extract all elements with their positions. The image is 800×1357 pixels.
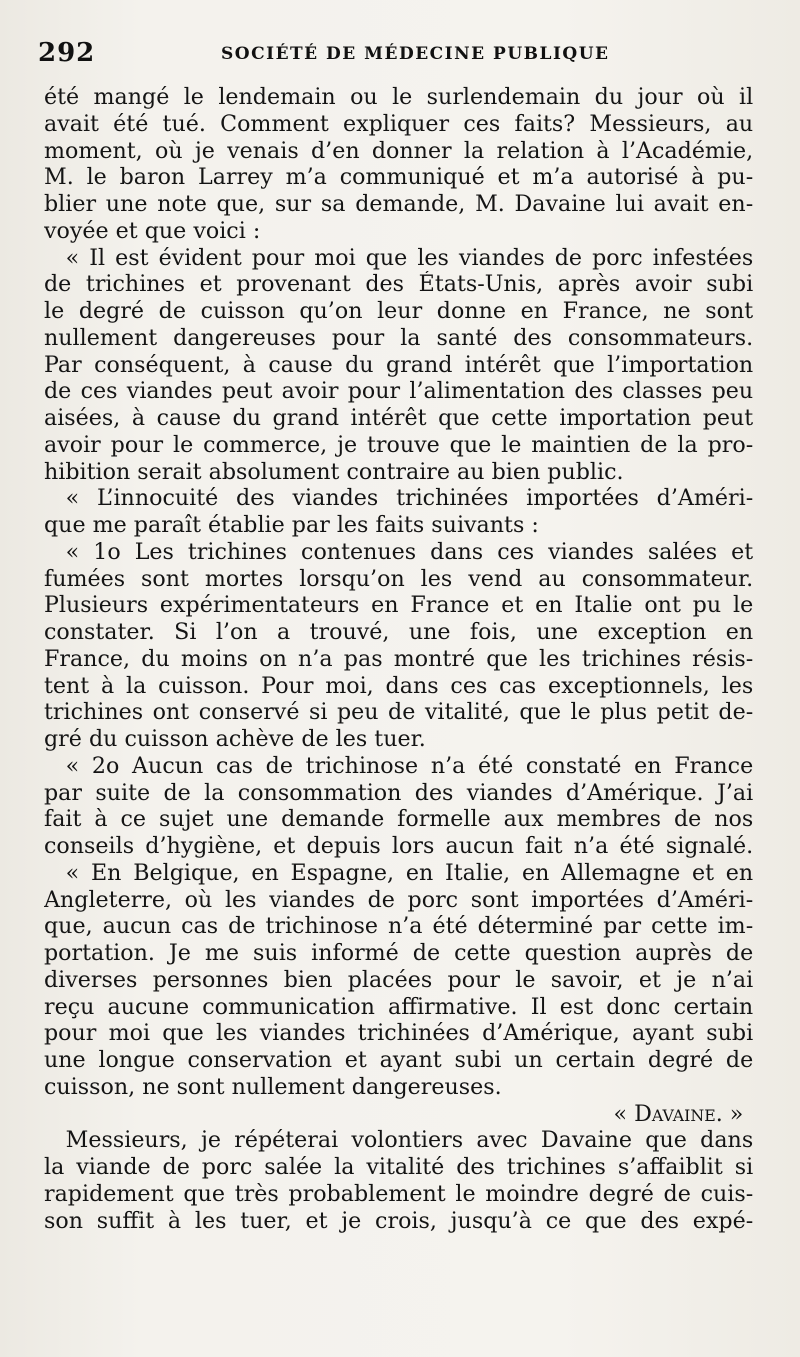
text-line: que me paraît établie par les faits suivants : (44, 512, 539, 538)
text-line: que, aucun cas de trichinose n’a été déterminé par cette im- (44, 913, 754, 940)
signature-line: « Davaine. » (613, 1100, 744, 1127)
text-line: constater. Si l’on a trouvé, une fois, une exception en (44, 619, 754, 645)
text-line: Par conséquent, à cause du grand intérêt que l’importation (44, 351, 754, 378)
text-line: avait été tué. Comment expliquer ces faits? Messieurs, au (44, 110, 754, 137)
text-line: « En Belgique, en Espagne, en Italie, en Allemagne et en (65, 859, 754, 886)
text-line: fumées sont mortes lorsqu’on les vend au consommateur. (44, 565, 754, 592)
page-number: 292 (38, 38, 96, 68)
text-line: la viande de porc salée la vitalité des trichines s’affaiblit si (44, 1154, 754, 1180)
text-line: de ces viandes peut avoir pour l’alimentation des classes peu (44, 378, 754, 405)
text-line: hibition serait absolument contraire au bien public. (44, 458, 624, 485)
running-head (38, 38, 762, 70)
text-line: diverses personnes bien placées pour le savoir, et je n’ai (44, 966, 754, 993)
text-line: « Il est évident pour moi que les viandes de porc infestées (65, 244, 754, 271)
text-line: France, du moins on n’a pas montré que les trichines résis- (44, 645, 754, 672)
text-line: cuisson, ne sont nullement dangereuses. (44, 1073, 502, 1100)
text-line: gré du cuisson achève de les tuer. (44, 726, 426, 752)
text-line: trichines ont conservé si peu de vitalité, que le plus petit de- (44, 699, 754, 726)
text-line: son suffit à les tuer, et je crois, jusqu’à ce que des expé- (44, 1207, 754, 1234)
text-line: « L’innocuité des viandes trichinées importées d’Améri- (65, 485, 754, 512)
text-line: reçu aucune communication affirmative. Il est donc certain (44, 993, 754, 1020)
text-line: « 2o Aucun cas de trichinose n’a été constaté en France (65, 752, 754, 779)
text-line: une longue conservation et ayant subi un certain degré de (44, 1047, 754, 1073)
text-line: portation. Je me suis informé de cette question auprès de (44, 940, 754, 966)
text-line: M. le baron Larrey m’a communiqué et m’a autorisé à pu- (44, 164, 754, 191)
text-line: aisées, à cause du grand intérêt que cette importation peut (44, 405, 754, 431)
running-title: SOCIÉTÉ DE MÉDECINE PUBLIQUE (221, 44, 610, 64)
text-line: nullement dangereuses pour la santé des consommateurs. (44, 324, 754, 351)
text-line: fait à ce sujet une demande formelle aux membres de nos (44, 806, 754, 833)
text-line: Angleterre, où les viandes de porc sont importées d’Améri- (44, 886, 754, 913)
text-line: avoir pour le commerce, je trouve que le maintien de la pro- (44, 431, 754, 458)
text-line: le degré de cuisson qu’on leur donne en France, ne sont (44, 298, 754, 324)
text-line: voyée et que voici : (44, 217, 261, 244)
text-line: Messieurs, je répéterai volontiers avec Davaine que dans (65, 1127, 754, 1154)
text-line: pour moi que les viandes trichinées d’Amérique, ayant subi (44, 1020, 754, 1047)
body-text (44, 84, 764, 1344)
text-line: conseils d’hygiène, et depuis lors aucun fait n’a été signalé. (44, 833, 754, 859)
text-line: tent à la cuisson. Pour moi, dans ces cas exceptionnels, les (44, 672, 754, 699)
text-line: moment, où je venais d’en donner la relation à l’Académie, (44, 137, 754, 164)
text-line: été mangé le lendemain ou le surlendemain du jour où il (44, 84, 754, 110)
text-line: Plusieurs expérimentateurs en France et en Italie ont pu le (44, 592, 754, 619)
text-line: par suite de la consommation des viandes d’Amérique. J’ai (44, 779, 754, 806)
text-line: de trichines et provenant des États-Unis, après avoir subi (44, 271, 754, 298)
text-line: blier une note que, sur sa demande, M. Davaine lui avait en- (44, 191, 754, 217)
text-line: rapidement que très probablement le moindre degré de cuis- (44, 1180, 754, 1207)
text-line: « 1o Les trichines contenues dans ces viandes salées et (65, 538, 754, 565)
